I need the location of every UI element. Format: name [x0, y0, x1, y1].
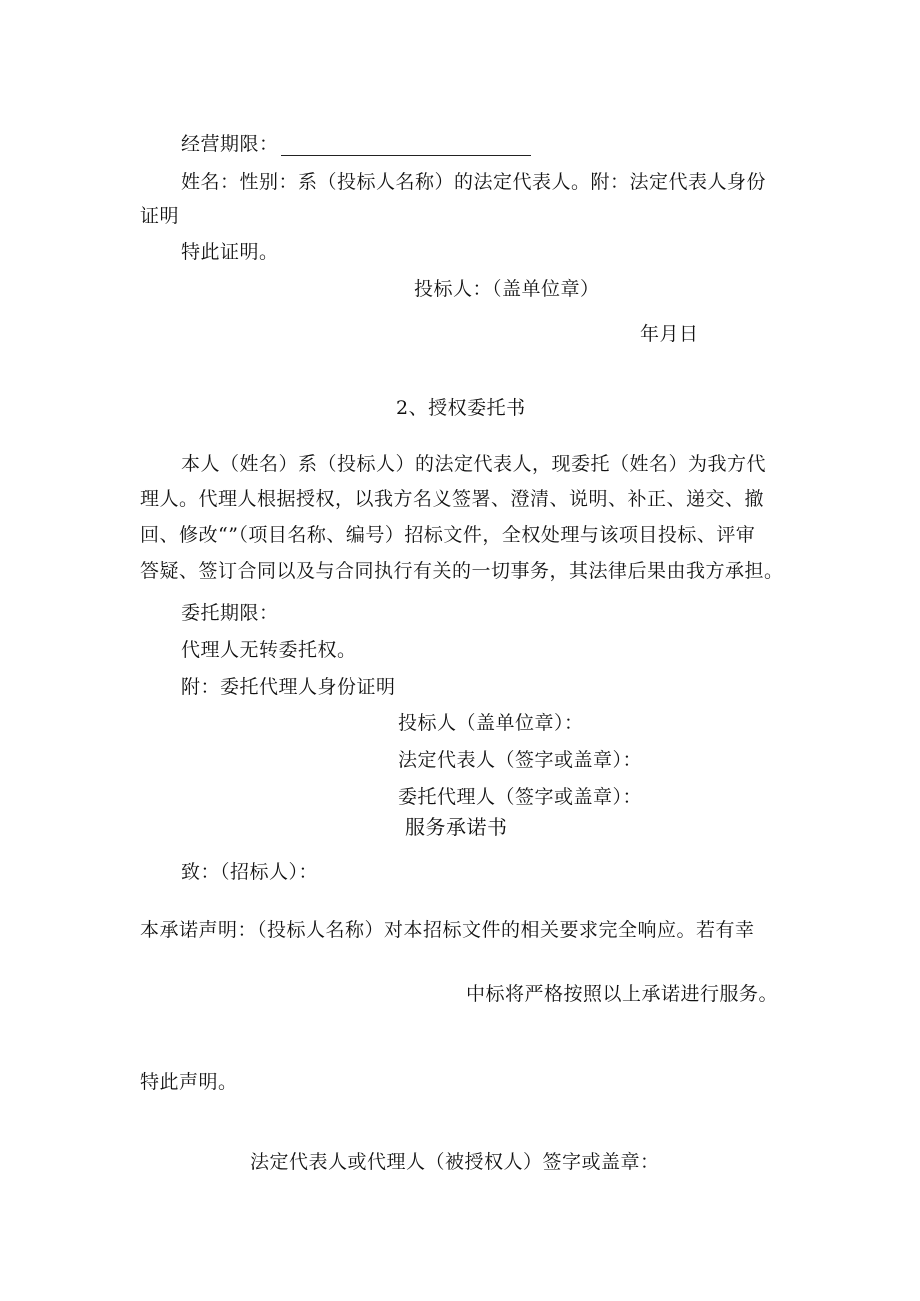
- section-title-authorization: 2、授权委托书: [396, 397, 526, 419]
- authorization-paragraph-line: 回、修改“”（项目名称、编号）招标文件，全权处理与该项目投标、评审: [140, 524, 756, 546]
- business-term-blank: [281, 136, 531, 156]
- agent-sign-field: 委托代理人（签字或盖章）：: [398, 786, 643, 808]
- section-title-service-commitment: 服务承诺书: [405, 815, 508, 839]
- authorization-paragraph-line: 答疑、签订合同以及与合同执行有关的一切事务，其法律后果由我方承担。: [140, 560, 784, 582]
- signature-line: 法定代表人或代理人（被授权人）签字或盖章：: [250, 1151, 660, 1173]
- authorization-paragraph-line: 本人（姓名）系（投标人）的法定代表人，现委托（姓名）为我方代: [181, 453, 767, 475]
- business-term-label: 经营期限：: [181, 133, 279, 155]
- authorization-paragraph-line: 理人。代理人根据授权，以我方名义签署、澄清、说明、补正、递交、撤: [140, 488, 765, 510]
- addressee-line: 致：（招标人）：: [181, 861, 319, 883]
- commitment-statement-line: 本承诺声明：（投标人名称）对本招标文件的相关要求完全响应。若有幸: [140, 919, 755, 941]
- business-term-line: [181, 132, 531, 156]
- bidder-seal-field: 投标人（盖单位章）：: [398, 712, 584, 734]
- declare-text: 特此声明。: [140, 1071, 238, 1093]
- attachment-line: 附：委托代理人身份证明: [181, 676, 396, 698]
- date-line: 年月日: [640, 323, 699, 345]
- entrust-term: 委托期限：: [181, 602, 279, 624]
- bidder-seal-line: 投标人：（盖单位章）: [414, 278, 600, 300]
- name-gender-line-cont: 证明: [140, 205, 180, 227]
- legal-rep-sign-field: 法定代表人（签字或盖章）：: [398, 749, 643, 771]
- name-gender-line: 姓名：性别：系（投标人名称）的法定代表人。附：法定代表人身份: [181, 171, 767, 193]
- commitment-statement-line: 中标将严格按照以上承诺进行服务。: [466, 983, 779, 1005]
- certify-text: 特此证明。: [181, 241, 279, 263]
- no-sub-entrust: 代理人无转委托权。: [181, 639, 357, 661]
